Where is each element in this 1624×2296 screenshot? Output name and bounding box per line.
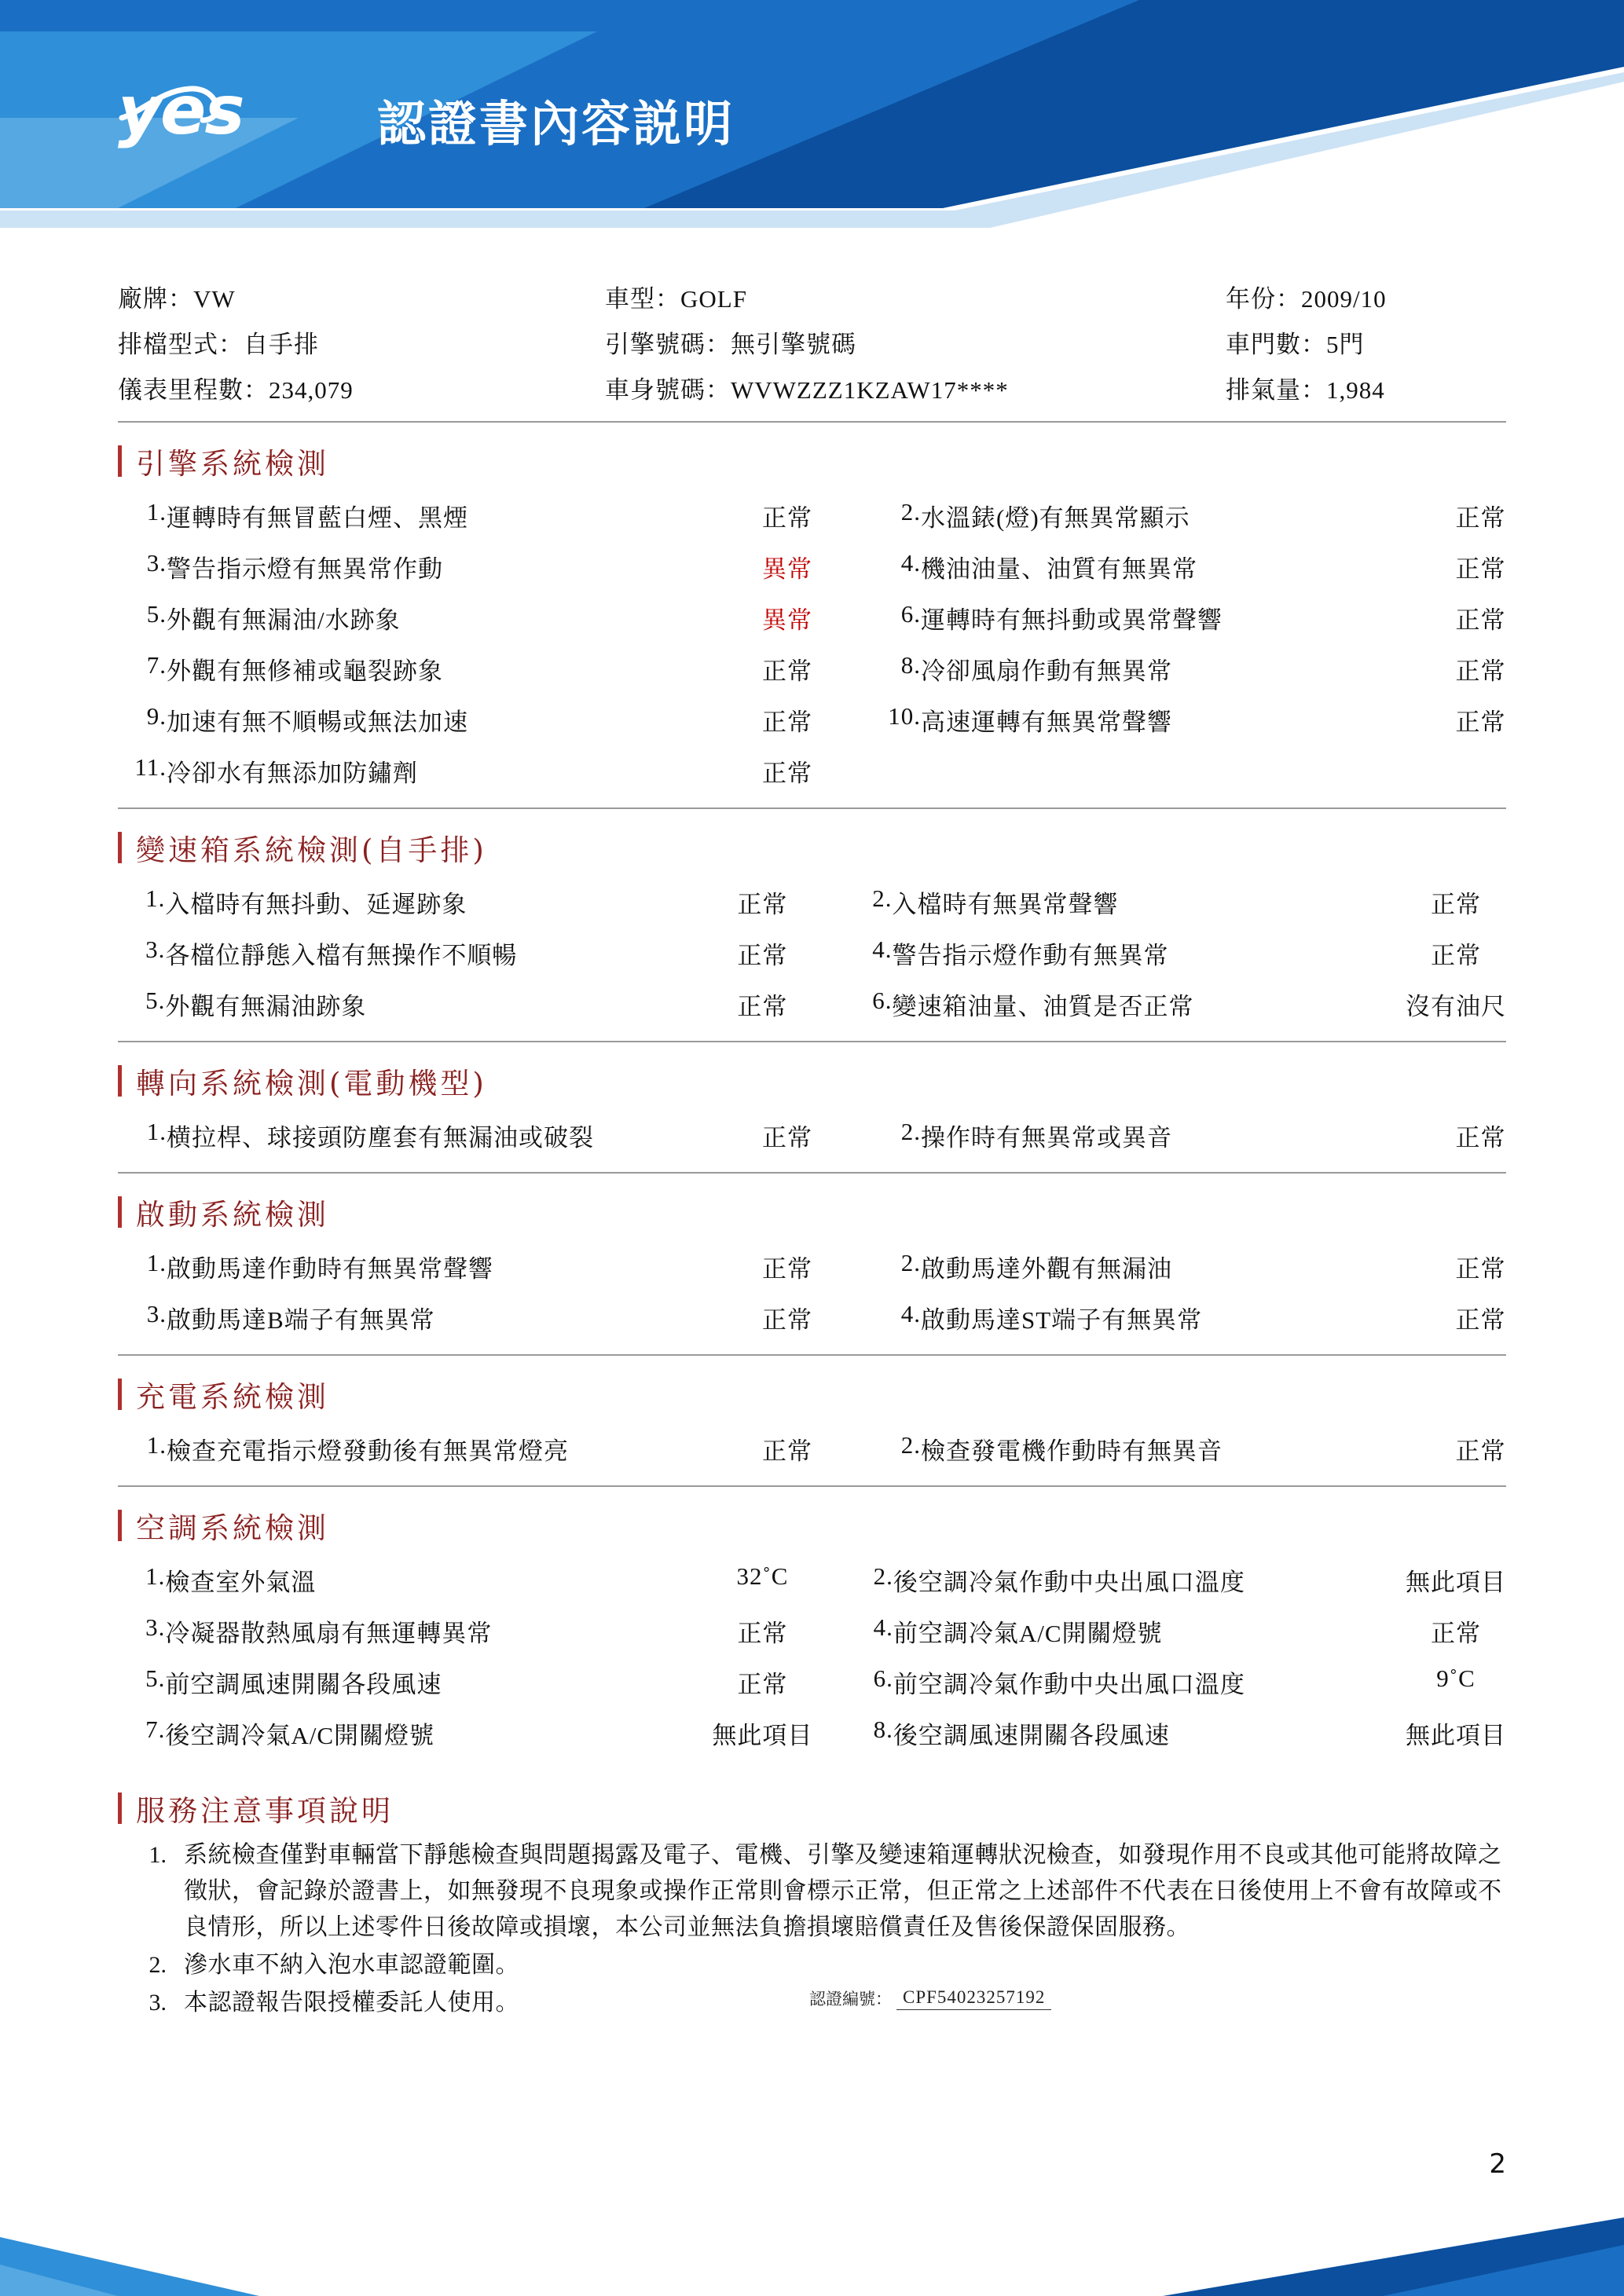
item-number: 7.: [146, 651, 167, 679]
section-title: [118, 440, 1506, 482]
item-label: 前空調冷氣作動中央出風口溫度: [893, 1671, 1245, 1698]
page-number: 2: [1489, 2148, 1506, 2180]
section-accent-bar: [118, 1065, 122, 1097]
footer-banner-graphic: [0, 2190, 1624, 2296]
table-row: [118, 694, 1506, 745]
item-result: 正常: [737, 891, 788, 918]
vehicle-info: [118, 283, 1506, 423]
table-row: [118, 1110, 1506, 1161]
item-label: 檢查室外氣溫: [165, 1569, 317, 1596]
item-result: 無此項目: [1406, 1569, 1506, 1596]
vehicle-info-engine-number: 引擎號碼：無引擎號碼: [605, 331, 856, 358]
logo-wordmark: yes: [118, 71, 244, 150]
item-label: 前空調風速開關各段風速: [165, 1671, 442, 1698]
table-row: [118, 745, 1506, 796]
note-text: 本認證報告限授權委託人使用。: [184, 1990, 519, 2016]
item-label: 冷卻水有無添加防鏽劑: [167, 760, 418, 787]
table-row: [118, 1657, 1506, 1708]
section-title: [118, 1504, 1506, 1547]
page-title: 認證書內容説明: [377, 95, 735, 152]
item-result: 正常: [762, 1306, 812, 1334]
notes-title: [118, 1787, 1506, 1829]
item-result: 正常: [762, 709, 812, 736]
item-number: 6.: [900, 600, 921, 628]
item-number: 1.: [145, 1562, 166, 1590]
item-result: 9˚C: [1436, 1664, 1476, 1692]
section-accent-bar: [118, 1379, 122, 1410]
item-label: 啟動馬達ST端子有無異常: [921, 1306, 1203, 1334]
item-number: 8.: [900, 651, 921, 679]
list-item: [118, 1837, 1506, 1946]
item-result: 正常: [1455, 504, 1506, 532]
section-title: [118, 826, 1506, 869]
item-result: 正常: [762, 504, 812, 532]
item-label: 高速運轉有無異常聲響: [921, 709, 1172, 736]
note-number: 3.: [148, 1990, 167, 2016]
item-label: 入檔時有無抖動、延遲跡象: [165, 891, 467, 918]
item-number: 2.: [900, 1431, 921, 1459]
item-result: 32˚C: [736, 1562, 789, 1590]
vehicle-info-year: 年份：2009/10: [1226, 285, 1387, 313]
item-label: 横拉桿、球接頭防塵套有無漏油或破裂: [167, 1124, 594, 1152]
item-number: 3.: [146, 1300, 167, 1327]
table-row: [118, 541, 1506, 592]
item-result: 正常: [1455, 657, 1506, 685]
item-result: 正常: [1431, 942, 1481, 969]
item-number: 9.: [146, 702, 167, 730]
section-accent-bar: [118, 1510, 122, 1541]
item-result: 正常: [1455, 1124, 1506, 1152]
item-number: 1.: [146, 1431, 167, 1459]
item-label: 前空調冷氣A/C開關燈號: [893, 1620, 1163, 1647]
item-result: 異常: [762, 555, 812, 583]
vehicle-info-model: 車型：GOLF: [605, 285, 747, 313]
table-row: [118, 877, 1506, 928]
item-number: 5.: [145, 987, 166, 1014]
item-result: 正常: [1455, 1306, 1506, 1334]
section-title-text: 空調系統檢測: [136, 1511, 329, 1545]
item-label: [921, 745, 1455, 796]
item-label: 外觀有無漏油跡象: [165, 993, 367, 1020]
page-footer: [0, 2190, 1624, 2296]
item-number: 1.: [146, 498, 167, 525]
logo-yes: [118, 71, 354, 161]
item-result: 無此項目: [1406, 1722, 1506, 1749]
item-number: 2.: [872, 884, 893, 912]
item-label: 外觀有無漏油/水跡象: [167, 606, 401, 634]
vehicle-info-transmission: 排檔型式：自手排: [118, 331, 319, 358]
section-title: [118, 1373, 1506, 1415]
item-result: 正常: [1455, 1437, 1506, 1465]
inspection-section: [118, 440, 1506, 809]
inspection-table: [118, 1423, 1506, 1474]
brand-logo: [118, 71, 735, 161]
item-number: 6.: [873, 1664, 893, 1692]
item-result: 沒有油尺: [1406, 993, 1506, 1020]
item-result: 正常: [737, 942, 788, 969]
notes-title-text: 服務注意事項說明: [136, 1794, 394, 1828]
item-label: 入檔時有無異常聲響: [892, 891, 1119, 918]
item-label: 啟動馬達B端子有無異常: [167, 1306, 435, 1334]
section-accent-bar: [118, 1196, 122, 1228]
item-number: 4.: [872, 936, 893, 963]
item-result: 正常: [1431, 891, 1481, 918]
item-result: 正常: [737, 1620, 788, 1647]
item-number: 4.: [900, 549, 921, 577]
item-label: 警告指示燈作動有無異常: [892, 942, 1169, 969]
item-result: 正常: [1455, 709, 1506, 736]
vehicle-info-brand: 廠牌：VW: [118, 285, 236, 313]
table-row: [118, 592, 1506, 643]
item-label: 啟動馬達外觀有無漏油: [921, 1255, 1172, 1283]
list-item: [118, 1947, 1506, 1983]
table-row: [118, 1554, 1506, 1606]
item-number: 6.: [872, 987, 893, 1014]
document-body: [0, 283, 1624, 2016]
section-title-text: 充電系統檢測: [136, 1380, 329, 1414]
note-text: 滲水車不納入泡水車認證範圍。: [184, 1952, 519, 1978]
item-label: 加速有無不順暢或無法加速: [167, 709, 468, 736]
item-label: 外觀有無修補或龜裂跡象: [167, 657, 443, 685]
item-number: 3.: [145, 1613, 166, 1641]
item-number: 8.: [873, 1716, 893, 1743]
item-label: 變速箱油量、油質是否正常: [892, 993, 1194, 1020]
item-label: 後空調冷氣作動中央出風口溫度: [893, 1569, 1245, 1596]
table-row: [118, 1606, 1506, 1657]
item-label: 檢查發電機作動時有無異音: [921, 1437, 1223, 1465]
item-number: 3.: [145, 936, 166, 963]
item-label: 冷凝器散熱風扇有無運轉異常: [165, 1620, 493, 1647]
section-title-text: 轉向系統檢測(電動機型): [136, 1067, 487, 1100]
item-number: 10.: [888, 702, 921, 730]
vehicle-info-vin: 車身號碼：WVWZZZ1KZAW17****: [605, 376, 1009, 404]
item-number: 3.: [146, 549, 167, 577]
item-result: 正常: [737, 1671, 788, 1698]
section-accent-bar: [118, 832, 122, 863]
vehicle-info-mileage: 儀表里程數：234,079: [118, 376, 354, 404]
car-icon: [118, 75, 220, 130]
item-label: 啟動馬達作動時有無異常聲響: [167, 1255, 493, 1283]
section-title-text: 啟動系統檢測: [136, 1198, 329, 1232]
inspection-table: [118, 1241, 1506, 1343]
item-result: 正常: [1455, 555, 1506, 583]
inspection-section: [118, 1373, 1506, 1487]
item-label: 操作時有無異常或異音: [921, 1124, 1172, 1152]
item-result: 無此項目: [712, 1722, 813, 1749]
item-label: 冷卻風扇作動有無異常: [921, 657, 1172, 685]
item-label: 檢查充電指示燈發動後有無異常燈亮: [167, 1437, 569, 1465]
item-result: 正常: [762, 1255, 812, 1283]
inspection-table: [118, 1554, 1506, 1759]
section-accent-bar: [118, 445, 122, 477]
item-label: 機油油量、油質有無異常: [921, 555, 1197, 583]
item-number: 5.: [146, 600, 167, 628]
item-number: 2.: [873, 1562, 893, 1590]
item-result: 正常: [762, 1437, 812, 1465]
item-number: 7.: [145, 1716, 166, 1743]
item-result: 正常: [762, 1124, 812, 1152]
item-result: 正常: [737, 993, 788, 1020]
note-number: 2.: [148, 1952, 167, 1978]
item-result: [1455, 745, 1506, 796]
inspection-table: [118, 490, 1506, 796]
item-label: 後空調風速開關各段風速: [893, 1722, 1170, 1749]
certificate-number-label: 認證編號：: [809, 1990, 892, 2009]
item-number: 2.: [900, 498, 921, 525]
item-number: 5.: [145, 1664, 166, 1692]
item-label: 水溫錶(燈)有無異常顯示: [921, 504, 1190, 532]
item-result: 正常: [1455, 606, 1506, 634]
page-header: [0, 0, 1624, 283]
table-row: [118, 1241, 1506, 1292]
certificate-number-value: CPF54023257192: [896, 1987, 1051, 2010]
table-row: [118, 1423, 1506, 1474]
item-number: 4.: [900, 1300, 921, 1327]
note-text: 系統檢查僅對車輛當下靜態檢查與問題揭露及電子、電機、引擎及變速箱運轉狀況檢查，如發現作用不良或其他可能將故障之徵狀，會記錄於證書上，如無發現不良現象或操作正常則會標示正常，但正常之上述部件不代表在日後使用上不會有故障或不良情形，所以上述零件日後故障或損壞，本公司並無法負擔損壞賠償責任及售後保證保固服務。: [184, 1842, 1502, 1940]
item-label: 各檔位靜態入檔有無操作不順暢: [165, 942, 518, 969]
table-row: [118, 979, 1506, 1030]
table-row: [118, 928, 1506, 979]
section-title-text: 變速箱系統檢測(自手排): [136, 833, 487, 867]
table-row: [118, 643, 1506, 694]
item-number: 4.: [873, 1613, 893, 1641]
item-result: 正常: [762, 657, 812, 685]
note-number: 1.: [148, 1842, 167, 1868]
inspection-section: [118, 1060, 1506, 1174]
item-label: 警告指示燈有無異常作動: [167, 555, 443, 583]
item-number: 1.: [146, 1249, 167, 1276]
table-row: [118, 490, 1506, 541]
section-title: [118, 1191, 1506, 1233]
vehicle-info-displacement: 排氣量：1,984: [1226, 376, 1385, 404]
vehicle-info-doors: 車門數：5門: [1226, 331, 1365, 358]
inspection-section: [118, 1191, 1506, 1356]
item-result: 正常: [1431, 1620, 1481, 1647]
inspection-section: [118, 1504, 1506, 1770]
item-label: 後空調冷氣A/C開關燈號: [165, 1722, 435, 1749]
item-number: [858, 745, 921, 796]
inspection-table: [118, 877, 1506, 1030]
item-result: 異常: [762, 606, 812, 634]
item-number: 2.: [900, 1249, 921, 1276]
section-accent-bar: [118, 1792, 122, 1824]
item-label: 運轉時有無抖動或異常聲響: [921, 606, 1223, 634]
item-number: 1.: [145, 884, 166, 912]
inspection-sections: [118, 440, 1506, 1770]
item-number: 1.: [146, 1118, 167, 1145]
inspection-table: [118, 1110, 1506, 1161]
item-label: 運轉時有無冒藍白煙、黑煙: [167, 504, 468, 532]
table-row: [118, 1708, 1506, 1759]
section-title: [118, 1060, 1506, 1102]
table-row: [118, 1292, 1506, 1343]
item-number: 2.: [900, 1118, 921, 1145]
inspection-section: [118, 826, 1506, 1042]
item-result: 正常: [1455, 1255, 1506, 1283]
item-number: 11.: [134, 753, 167, 781]
item-result: 正常: [762, 760, 812, 787]
section-title-text: 引擎系統檢測: [136, 447, 329, 481]
